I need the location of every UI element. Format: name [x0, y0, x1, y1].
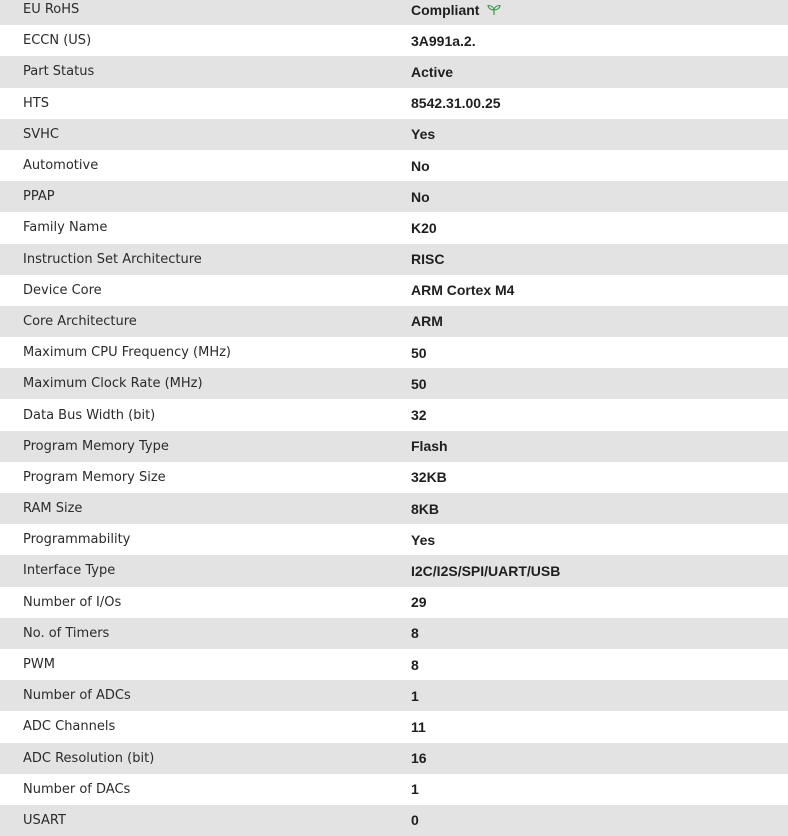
spec-value — [387, 189, 788, 205]
spec-value-text: Yes — [411, 126, 436, 143]
spec-row — [0, 493, 788, 524]
spec-label: Part Status — [23, 64, 95, 80]
spec-value-text: K20 — [411, 219, 437, 236]
spec-row — [0, 711, 788, 742]
spec-value-text: 50 — [411, 375, 427, 392]
spec-value — [387, 251, 788, 267]
spec-value-text: RISC — [411, 251, 445, 268]
spec-value — [387, 501, 788, 517]
spec-value-text: 1 — [411, 781, 419, 798]
spec-value-text: 0 — [411, 812, 419, 829]
spec-label: Number of ADCs — [23, 688, 131, 704]
spec-label: USART — [23, 812, 66, 828]
spec-value — [387, 563, 788, 579]
spec-label: Instruction Set Architecture — [23, 251, 202, 267]
spec-value-text: 1 — [411, 687, 419, 704]
spec-label: Maximum CPU Frequency (MHz) — [23, 345, 231, 361]
spec-label: Family Name — [23, 220, 108, 236]
spec-row — [0, 805, 788, 836]
spec-row — [0, 0, 788, 25]
spec-row — [0, 212, 788, 243]
spec-label: Number of I/Os — [23, 594, 122, 610]
spec-value — [387, 719, 788, 735]
spec-value — [387, 220, 788, 236]
spec-value-text: 8 — [411, 656, 419, 673]
spec-row — [0, 743, 788, 774]
spec-value — [387, 469, 788, 485]
spec-value-text: No — [411, 188, 430, 205]
spec-value — [387, 158, 788, 174]
spec-value-text: 8542.31.00.25 — [411, 95, 501, 112]
spec-label: No. of Timers — [23, 625, 110, 641]
spec-row — [0, 56, 788, 87]
spec-row — [0, 119, 788, 150]
spec-row — [0, 462, 788, 493]
spec-row — [0, 244, 788, 275]
spec-value — [387, 625, 788, 641]
spec-label: RAM Size — [23, 501, 83, 517]
spec-label: PWM — [23, 657, 55, 673]
spec-row — [0, 431, 788, 462]
spec-value — [387, 688, 788, 704]
spec-value — [387, 376, 788, 392]
spec-value — [387, 95, 788, 111]
spec-label: Maximum Clock Rate (MHz) — [23, 376, 203, 392]
spec-value — [387, 750, 788, 766]
spec-value-text: No — [411, 157, 430, 174]
spec-row — [0, 306, 788, 337]
spec-row — [0, 618, 788, 649]
spec-value-text: 3A991a.2. — [411, 32, 476, 49]
spec-row — [0, 524, 788, 555]
spec-row — [0, 88, 788, 119]
spec-value-text: ARM Cortex M4 — [411, 282, 515, 299]
spec-value — [387, 532, 788, 548]
spec-value — [387, 282, 788, 298]
spec-row — [0, 150, 788, 181]
spec-value — [387, 126, 788, 142]
spec-label: Program Memory Type — [23, 438, 169, 454]
spec-value — [387, 812, 788, 828]
spec-row — [0, 399, 788, 430]
spec-value — [387, 594, 788, 610]
spec-label: ADC Resolution (bit) — [23, 750, 155, 766]
spec-row — [0, 680, 788, 711]
spec-value — [387, 438, 788, 454]
spec-row — [0, 337, 788, 368]
spec-row — [0, 181, 788, 212]
spec-label: Number of DACs — [23, 781, 131, 797]
spec-value-text: 16 — [411, 750, 427, 767]
spec-row — [0, 649, 788, 680]
spec-label: ADC Channels — [23, 719, 116, 735]
spec-value — [387, 64, 788, 80]
spec-row — [0, 587, 788, 618]
spec-label: Interface Type — [23, 563, 116, 579]
spec-value-text: Compliant — [411, 1, 480, 18]
spec-value-text: Active — [411, 63, 454, 80]
spec-value — [387, 657, 788, 673]
spec-value-text: I2C/I2S/SPI/UART/USB — [411, 562, 561, 579]
spec-label: Programmability — [23, 532, 131, 548]
spec-value — [387, 345, 788, 361]
spec-value — [387, 781, 788, 797]
spec-label: PPAP — [23, 189, 55, 205]
spec-value-text: 50 — [411, 344, 427, 361]
spec-label: Automotive — [23, 158, 99, 174]
leaf-icon — [487, 4, 501, 16]
spec-row — [0, 555, 788, 586]
spec-label: EU RoHS — [23, 2, 80, 18]
spec-label: Device Core — [23, 282, 102, 298]
spec-value-text: 11 — [411, 718, 426, 735]
spec-value-text: Yes — [411, 531, 436, 548]
spec-row — [0, 368, 788, 399]
spec-row — [0, 25, 788, 56]
spec-value — [387, 313, 788, 329]
spec-label: ECCN (US) — [23, 33, 92, 49]
spec-label: SVHC — [23, 126, 59, 142]
spec-row — [0, 774, 788, 805]
spec-row — [0, 275, 788, 306]
spec-label: Program Memory Size — [23, 469, 166, 485]
spec-label: Data Bus Width (bit) — [23, 407, 156, 423]
spec-value — [387, 407, 788, 423]
spec-value — [387, 33, 788, 49]
spec-value-text: 29 — [411, 594, 427, 611]
spec-value-text: 32 — [411, 407, 427, 424]
spec-label: HTS — [23, 95, 49, 111]
spec-value-text: 32KB — [411, 469, 447, 486]
spec-value — [387, 2, 788, 18]
spec-value-text: 8KB — [411, 500, 440, 517]
spec-value-text: ARM — [411, 313, 443, 330]
spec-value-text: Flash — [411, 438, 448, 455]
spec-label: Core Architecture — [23, 313, 137, 329]
spec-value-text: 8 — [411, 625, 419, 642]
